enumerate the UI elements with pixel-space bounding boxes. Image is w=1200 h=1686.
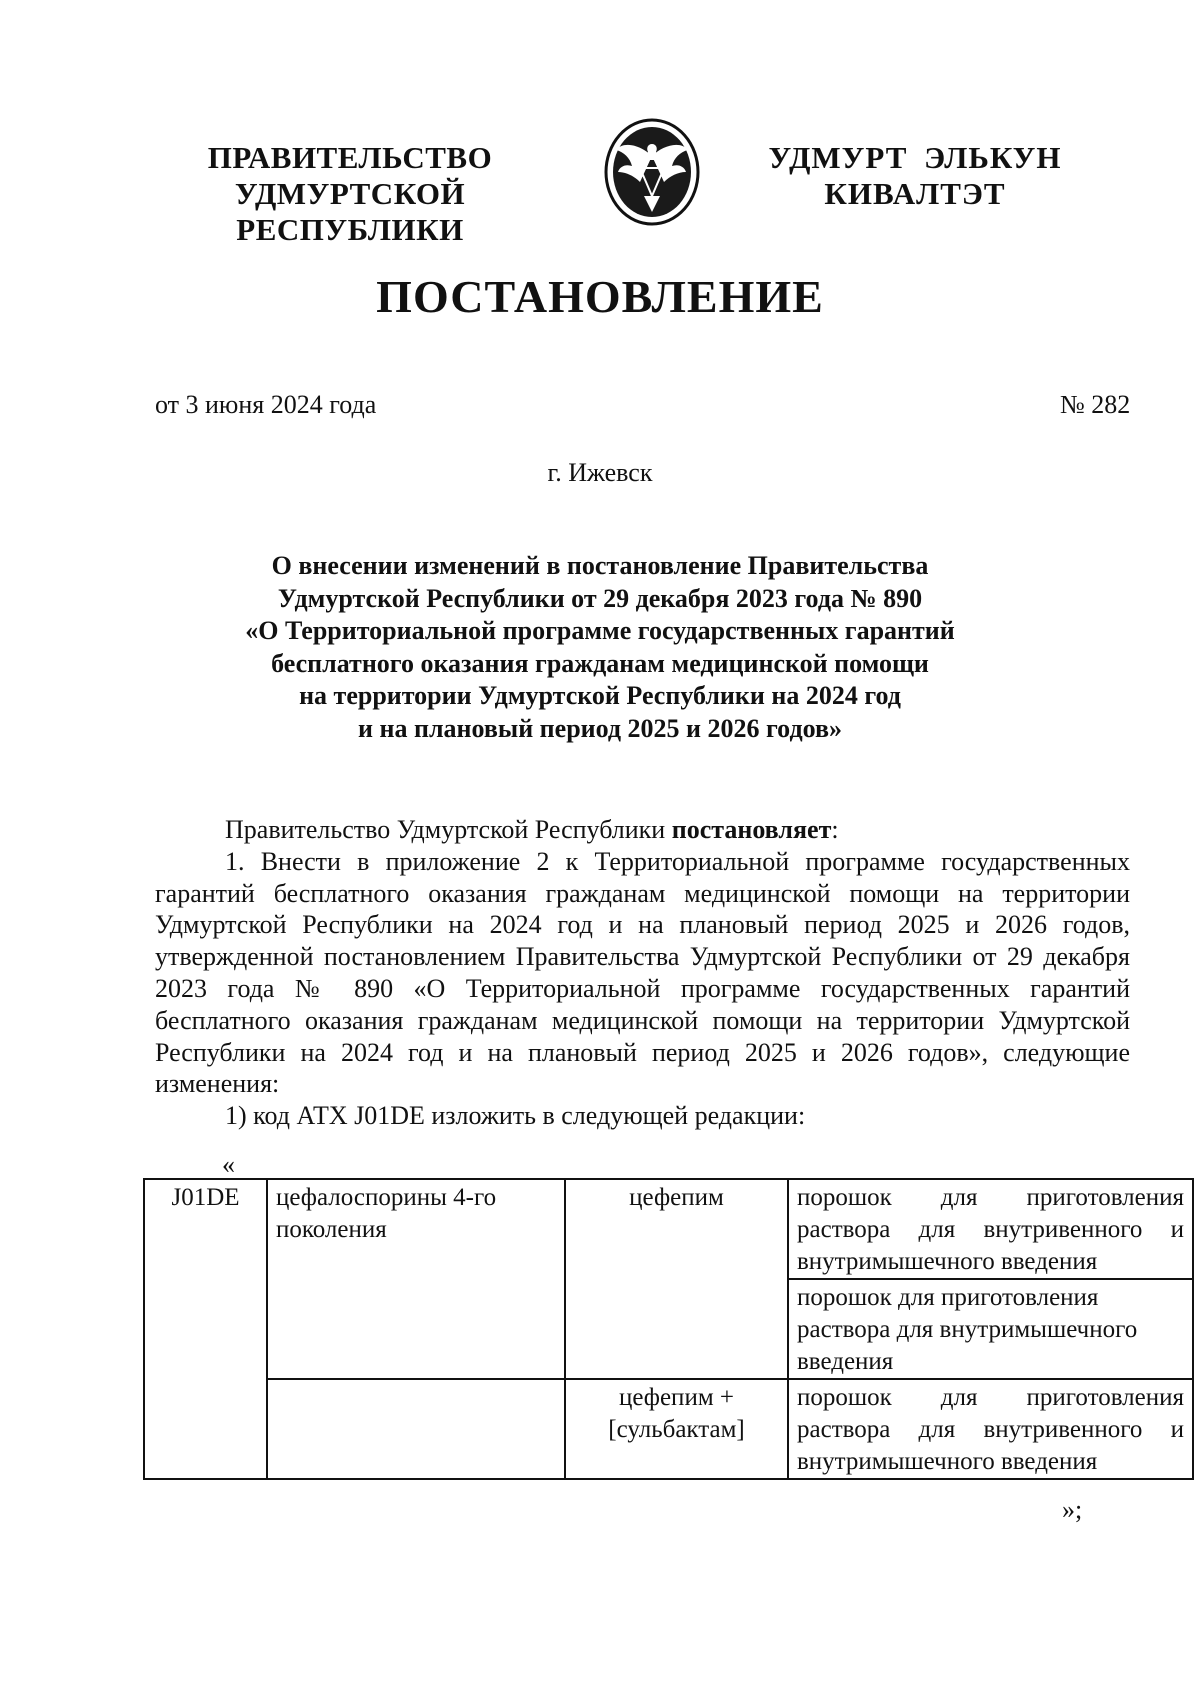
subject-line: Удмуртской Республики от 29 декабря 2023 года № 890 bbox=[277, 583, 923, 613]
government-name-udm-line2: КИВАЛТЭТ bbox=[824, 176, 1006, 211]
document-subject bbox=[150, 550, 1050, 745]
document-type: ПОСТАНОВЛЕНИЕ bbox=[376, 271, 824, 322]
document-date: от 3 июня 2024 года bbox=[155, 390, 377, 419]
subject-line: О внесении изменений в постановление Правительства bbox=[271, 551, 929, 580]
government-name-ru bbox=[120, 140, 580, 248]
atx-table bbox=[143, 1178, 1194, 1480]
subject-line: на территории Удмуртской Республики на 2024 год bbox=[299, 681, 901, 710]
point-1-paragraph: 1. Внести в приложение 2 к Территориальной программе государственных гарантий бесплатного оказания гражданам медицинской помощи на территории Удмуртской Республики на 2024 год и на плановый период 2025 и 2026 годов, утвержденной постановлением Правительства Удмуртской Республики от 29 декабря 2023 года № 890 «О Территориальной программе государственных гарантий бесплатного оказания гражданам медицинской помощи на территории Удмуртской Республики на 2024 год и на плановый период 2025 и 2026 годов», следующие изменения: bbox=[155, 846, 1130, 1099]
atx-group-cell-empty bbox=[267, 1379, 565, 1479]
dosage-form-cell: порошок для приготовления раствора для внутривенного и внутримышечного введения bbox=[788, 1379, 1193, 1479]
intro-end: : bbox=[831, 815, 839, 844]
quote-open: « bbox=[222, 1150, 235, 1179]
subpoint-1-paragraph: 1) код АТХ J01DE изложить в следующей редакции: bbox=[225, 1101, 806, 1131]
government-name-ru-line1: ПРАВИТЕЛЬСТВО bbox=[207, 140, 493, 175]
dosage-form-cell: порошок для приготовления раствора для внутривенного и внутримышечного введения bbox=[788, 1179, 1193, 1279]
subject-line: бесплатного оказания гражданам медицинской помощи bbox=[271, 648, 929, 678]
document-city: г. Ижевск bbox=[547, 458, 653, 487]
table-row bbox=[144, 1379, 1193, 1479]
drug-name-cell: цефепим bbox=[565, 1179, 788, 1379]
table-row bbox=[144, 1179, 1193, 1279]
quote-close: »; bbox=[1062, 1495, 1083, 1524]
government-name-udm bbox=[745, 140, 1085, 212]
dosage-form-cell: порошок для приготовления раствора для внутримышечного введения bbox=[788, 1279, 1193, 1379]
intro-paragraph bbox=[155, 814, 1130, 846]
intro-text: Правительство Удмуртской Республики bbox=[225, 815, 672, 844]
government-name-ru-line2: УДМУРТСКОЙ РЕСПУБЛИКИ bbox=[234, 176, 466, 247]
udmurt-coat-of-arms-icon bbox=[602, 116, 702, 228]
document-number: № 282 bbox=[1060, 390, 1131, 419]
atx-code-cell: J01DE bbox=[144, 1179, 267, 1479]
document-body bbox=[155, 814, 1130, 1132]
atx-group-cell: цефалоспорины 4-го поколения bbox=[267, 1179, 565, 1379]
government-name-udm-line1: УДМУРТ ЭЛЬКУН bbox=[768, 140, 1062, 175]
intro-bold: постановляет bbox=[671, 815, 832, 844]
subject-line: «О Территориальной программе государственных гарантий bbox=[245, 616, 955, 645]
drug-name-cell: цефепим + [сульбактам] bbox=[565, 1379, 788, 1479]
subject-line: и на плановый период 2025 и 2026 годов» bbox=[358, 713, 842, 743]
